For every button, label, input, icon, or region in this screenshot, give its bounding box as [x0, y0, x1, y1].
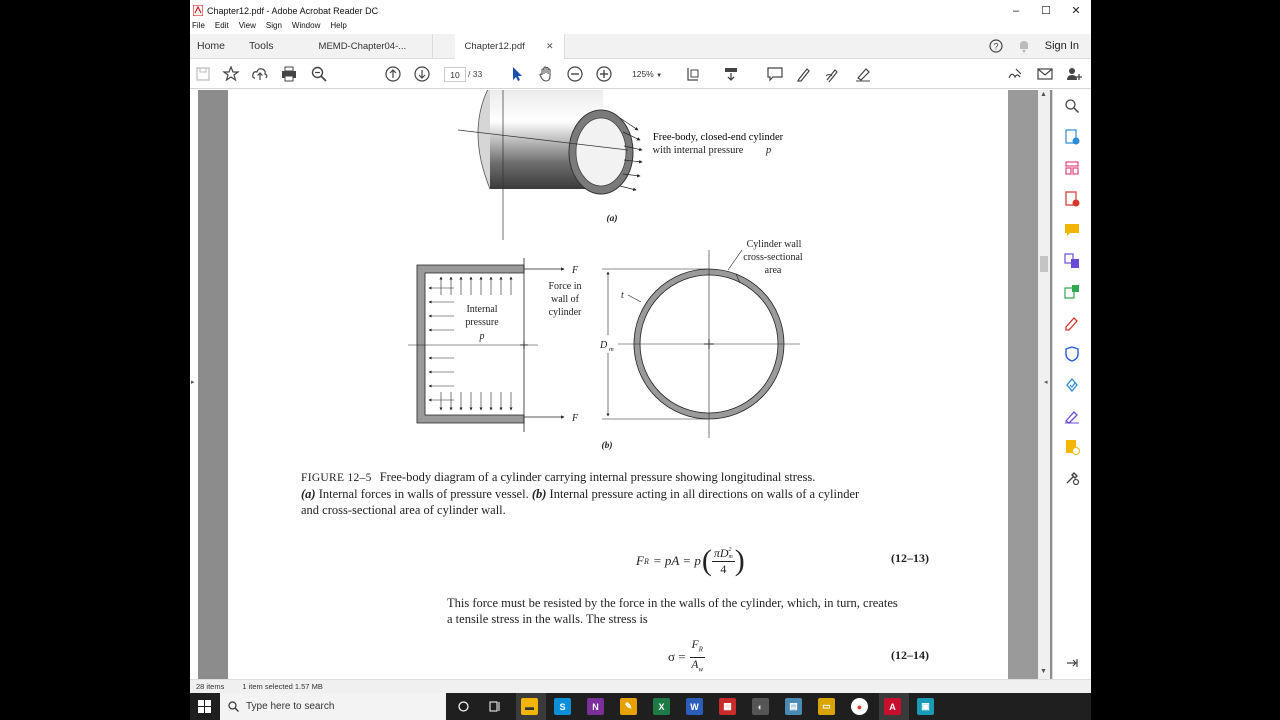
chrome-icon[interactable]: ●	[851, 698, 868, 715]
figure-12-5	[228, 90, 1008, 679]
fig-b-Dm: D	[600, 340, 608, 351]
word-icon[interactable]: W	[686, 698, 703, 715]
zoom-level-dropdown[interactable]	[632, 69, 662, 79]
equation-12-13: F R = pA = p ( πD 2 m 4 )	[636, 544, 745, 577]
caption-b: (b)	[531, 487, 547, 501]
windows-start-icon[interactable]	[198, 700, 211, 713]
organize-pages-icon[interactable]	[1064, 160, 1080, 176]
menu-sign[interactable]: Sign	[265, 21, 282, 30]
caption-line1: Free-body diagram of a cylinder carrying internal pressure showing longitudinal stress.	[379, 470, 816, 484]
excel-icon[interactable]: X	[653, 698, 670, 715]
share-document-icon[interactable]	[1064, 439, 1080, 455]
caption-line2a: Internal forces in walls of pressure vessel.	[318, 487, 529, 501]
tab-memd-label: MEMD-Chapter04-...	[318, 40, 407, 52]
fig-b-t: t	[621, 290, 624, 301]
close-window-button[interactable]: ✕	[1071, 5, 1081, 17]
tab-memd-chapter04[interactable]	[309, 34, 433, 59]
email-icon[interactable]	[1036, 65, 1054, 83]
fig-b-internal-2: pressure	[465, 317, 499, 328]
fig-b-force-3: cylinder	[548, 307, 582, 318]
eq2-lhs: σ =	[668, 649, 686, 664]
fig-b-internal-1: Internal	[466, 304, 498, 315]
tab-bar	[190, 34, 1091, 59]
menu-file[interactable]: File	[192, 21, 205, 30]
add-user-icon[interactable]	[1065, 65, 1083, 83]
scroll-up-icon[interactable]: ▲	[1040, 91, 1047, 98]
status-item-count: 28 items	[196, 682, 225, 691]
edit-pdf-icon[interactable]	[1064, 284, 1080, 300]
pdf-page	[228, 90, 1008, 679]
hand-tool-icon[interactable]	[537, 65, 555, 83]
request-signature-icon[interactable]	[1064, 408, 1080, 424]
pinned-app-icon[interactable]: ◐	[752, 698, 769, 715]
windows-taskbar	[190, 693, 1091, 720]
fig-b-force-1: Force in	[548, 281, 582, 292]
eq1-num: πD	[713, 545, 729, 560]
search-icon[interactable]	[1064, 98, 1080, 114]
fig-b-Dm-sub: m	[609, 346, 614, 353]
left-panel-handle[interactable]	[190, 90, 198, 679]
save-icon[interactable]	[194, 65, 212, 83]
fig-b-wall-3: area	[764, 265, 782, 276]
fig-b-wall-1: Cylinder wall	[746, 239, 802, 250]
page-total: / 33	[468, 69, 483, 79]
comment-panel-icon[interactable]	[1064, 222, 1080, 238]
combine-files-icon[interactable]	[1064, 253, 1080, 269]
page-number-input[interactable]: 10	[444, 67, 466, 82]
eq2-den-sub: w	[698, 664, 704, 673]
tab-home[interactable]: Home	[197, 40, 226, 52]
sticky-notes-icon[interactable]: ✎	[620, 698, 637, 715]
highlight-pen-icon[interactable]	[795, 65, 813, 83]
fig-b-force-2: wall of	[550, 294, 580, 305]
svg-text:?: ?	[993, 41, 999, 52]
acrobat-window	[190, 0, 1091, 693]
search-zoom-icon[interactable]	[310, 65, 328, 83]
chevron-down-icon: ▼	[656, 73, 663, 79]
acrobat-app-icon	[193, 5, 203, 16]
fill-sign-icon[interactable]	[1006, 65, 1024, 83]
fig-a-label-1: Free-body, closed-end cylinder	[652, 132, 784, 143]
fig-b-wall-2: cross-sectional	[743, 252, 803, 263]
draw-tool-icon[interactable]	[824, 65, 842, 83]
sign-tool-icon[interactable]	[854, 65, 872, 83]
next-page-icon[interactable]	[413, 65, 431, 83]
upload-cloud-icon[interactable]	[251, 65, 269, 83]
scrollbar-thumb[interactable]	[1040, 256, 1048, 272]
onenote-icon[interactable]: N	[587, 698, 604, 715]
notification-bell-icon[interactable]	[1017, 39, 1031, 53]
send-for-review-icon[interactable]	[1064, 377, 1080, 393]
status-selection: 1 item selected 1.57 MB	[242, 682, 323, 691]
fit-page-icon[interactable]	[684, 65, 702, 83]
tab-tools[interactable]: Tools	[249, 40, 274, 52]
fill-and-sign-icon[interactable]	[1064, 315, 1080, 331]
eq2-number: (12–14)	[891, 648, 929, 662]
eq2-num: F	[691, 639, 699, 652]
title-bar	[190, 0, 1091, 21]
eq1-mid: = pA = p	[652, 553, 701, 568]
tools-pane	[1044, 90, 1091, 679]
document-viewer[interactable]	[190, 90, 1052, 679]
previous-page-icon[interactable]	[384, 65, 402, 83]
fig-b-F-bottom: F	[572, 413, 579, 424]
fig-a-caption: (a)	[606, 214, 618, 224]
toolbar	[190, 59, 1091, 89]
calendar-app-icon[interactable]: ▦	[719, 698, 736, 715]
menu-edit[interactable]: Edit	[214, 21, 229, 30]
tab-chapter12[interactable]	[455, 34, 565, 59]
zoom-out-icon[interactable]	[566, 65, 584, 83]
caption-a: (a)	[301, 487, 316, 501]
caption-line3: and cross-sectional area of cylinder wall.	[301, 503, 506, 517]
print-icon[interactable]	[280, 65, 298, 83]
eq1-den: 4	[720, 562, 727, 577]
bookmark-star-icon[interactable]	[222, 65, 240, 83]
scroll-mode-icon[interactable]	[722, 65, 740, 83]
more-tools-icon[interactable]	[1064, 470, 1080, 486]
tab-chapter12-label: Chapter12.pdf	[464, 40, 525, 52]
maximize-button[interactable]: ☐	[1041, 5, 1051, 17]
create-pdf-icon[interactable]	[1064, 191, 1080, 207]
minimize-button[interactable]: –	[1012, 4, 1020, 17]
tab-close-icon[interactable]: ✕	[545, 40, 554, 51]
taskbar-search-placeholder: Type here to search	[246, 701, 335, 712]
task-view-icon[interactable]	[489, 701, 501, 712]
menu-window[interactable]: Window	[291, 21, 321, 30]
collapse-pane-icon[interactable]: ◂	[1044, 379, 1048, 386]
menu-help[interactable]: Help	[330, 21, 347, 30]
export-pdf-icon[interactable]	[1064, 129, 1080, 145]
eq1-number: (12–13)	[891, 551, 929, 565]
figure-b-half-section	[408, 258, 564, 432]
eq1-lhs-sub: R	[643, 556, 649, 566]
fig-a-label-p: p	[766, 145, 772, 156]
screen-recorder-icon[interactable]: ▣	[917, 698, 934, 715]
file-explorer-icon[interactable]: ▬	[521, 698, 538, 715]
expand-left-icon[interactable]: ▸	[191, 379, 195, 386]
eq2-num-sub: R	[698, 645, 703, 654]
window-title: Chapter12.pdf - Adobe Acrobat Reader DC	[207, 5, 379, 16]
fig-b-internal-p: p	[479, 331, 485, 342]
help-icon[interactable]	[989, 39, 1003, 53]
zoom-level-value: 125%	[632, 69, 654, 79]
viewer-gutter	[1008, 90, 1038, 679]
fig-a-label-2: with internal pressure	[652, 145, 744, 156]
skype-icon[interactable]: S	[554, 698, 571, 715]
sign-in-button[interactable]: Sign In	[1044, 40, 1079, 52]
paragraph-line1: This force must be resisted by the force in the walls of the cylinder, which, in turn, creates	[447, 596, 898, 610]
folder-icon[interactable]: ▭	[818, 698, 835, 715]
notepad-icon[interactable]: ▤	[785, 698, 802, 715]
caption-label: FIGURE 12–5	[301, 472, 372, 484]
eq1-num-sub: m	[728, 554, 733, 561]
figure-caption	[301, 469, 941, 518]
eq2-den: A	[691, 658, 699, 671]
fig-b-F-top: F	[572, 265, 579, 276]
fig-b-caption: (b)	[601, 441, 613, 451]
cortana-icon[interactable]	[458, 701, 469, 712]
figure-b-cross-section	[602, 250, 800, 438]
scroll-down-icon[interactable]: ▼	[1040, 668, 1047, 675]
protect-shield-icon[interactable]	[1064, 346, 1080, 362]
paragraph-line2: a tensile stress in the walls. The stress is	[447, 612, 648, 626]
body-paragraph	[447, 595, 947, 627]
zoom-in-icon[interactable]	[595, 65, 613, 83]
eq1-lhs: F	[636, 553, 644, 568]
menu-view[interactable]: View	[238, 21, 256, 30]
menu-bar	[190, 21, 1091, 34]
taskbar-search-box[interactable]	[220, 693, 446, 720]
collapse-tools-icon[interactable]	[1064, 655, 1080, 671]
acrobat-taskbar-icon[interactable]: A	[884, 698, 901, 715]
comment-icon[interactable]	[766, 65, 784, 83]
select-cursor-icon[interactable]	[508, 65, 526, 83]
eq1-num-sup: 2	[728, 547, 732, 554]
caption-line2b: Internal pressure acting in all directions on walls of a cylinder	[549, 487, 860, 501]
status-bar	[190, 679, 1091, 693]
search-icon	[228, 701, 239, 712]
equation-12-14	[668, 640, 705, 674]
